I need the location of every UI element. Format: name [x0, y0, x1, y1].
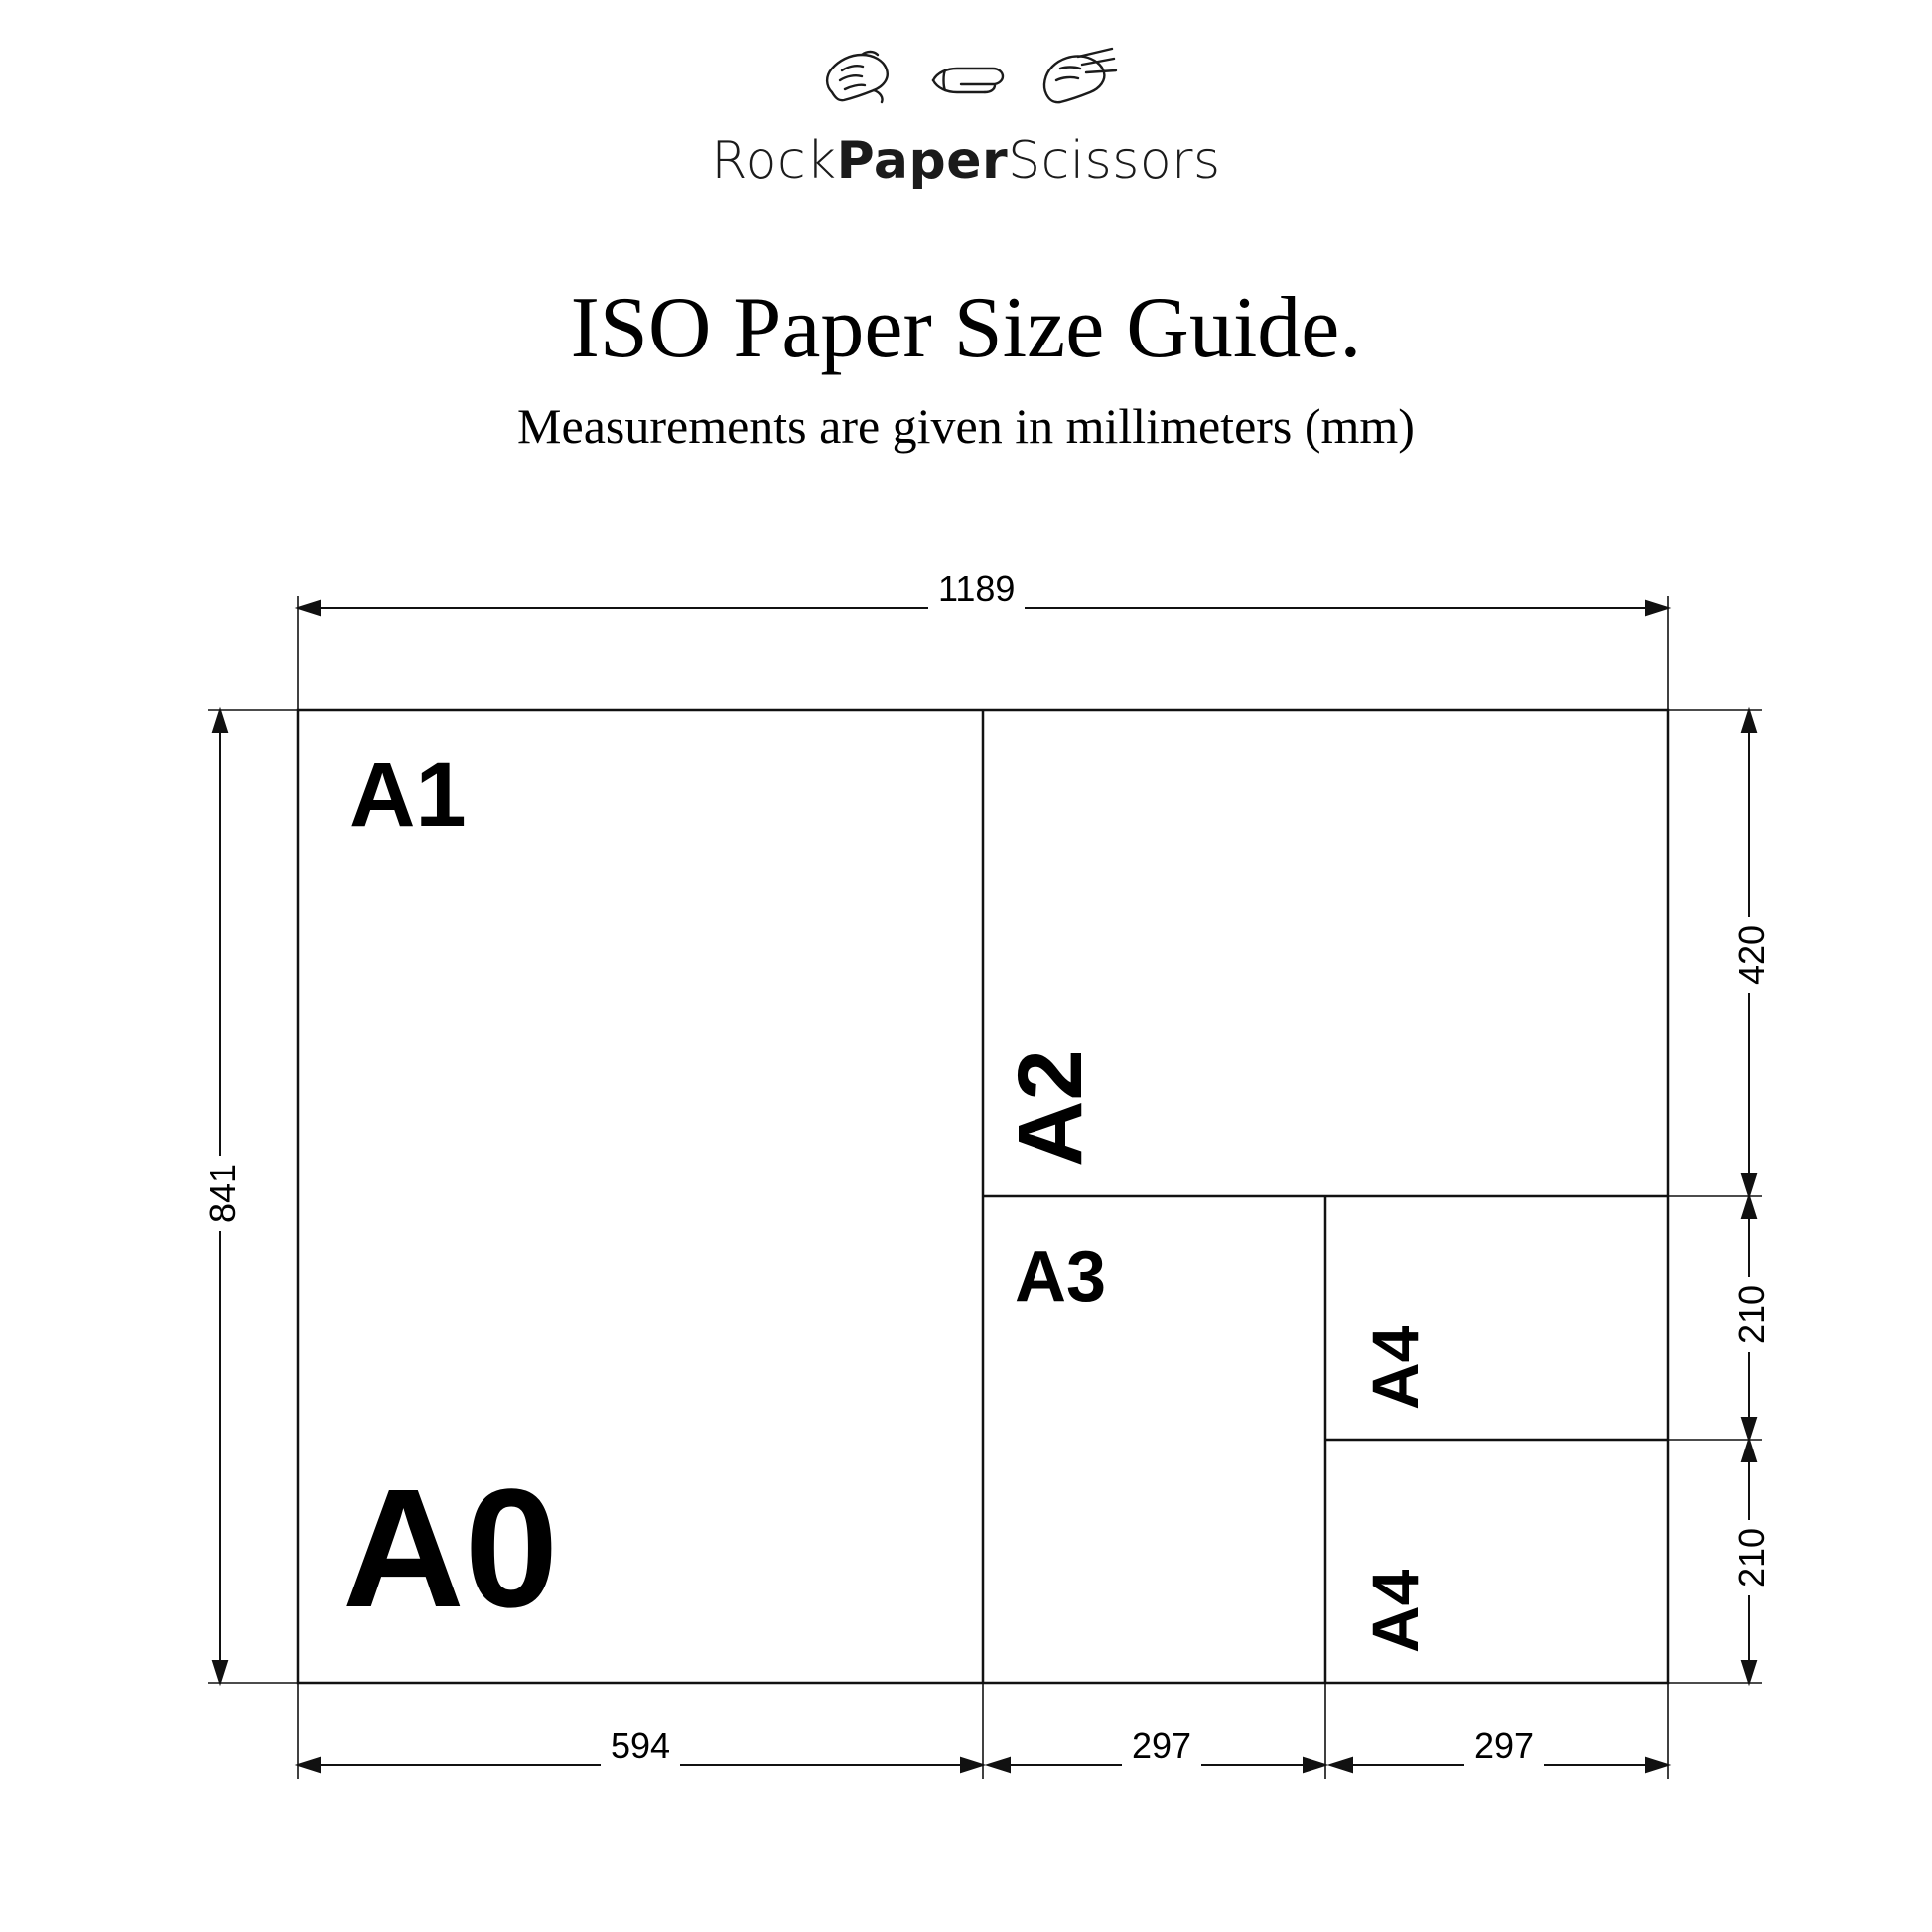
sheet-label-a0: A0 — [343, 1454, 559, 1643]
dimension-right-420: 420 — [1731, 917, 1773, 993]
dimension-bottom-297-right: 297 — [1464, 1725, 1544, 1767]
brand-name-rock: Rock — [711, 131, 837, 191]
brand-name-scissors: Scissors — [1008, 131, 1221, 191]
sheet-label-a2: A2 — [1000, 1049, 1101, 1167]
sheet-label-a1: A1 — [349, 745, 467, 846]
page-subtitle: Measurements are given in millimeters (mm) — [517, 398, 1415, 454]
dimension-left-841: 841 — [203, 1156, 244, 1231]
dimension-top-1189: 1189 — [928, 568, 1025, 610]
sheet-label-a3: A3 — [1015, 1237, 1107, 1316]
dimension-right-210-upper: 210 — [1731, 1277, 1773, 1352]
dimension-bottom-594: 594 — [601, 1725, 680, 1767]
brand-name-paper: Paper — [836, 131, 1009, 191]
sheet-label-a4-bottom: A4 — [1358, 1569, 1432, 1653]
page-title: ISO Paper Size Guide. — [570, 280, 1362, 376]
dimension-bottom-297-middle: 297 — [1122, 1725, 1201, 1767]
dimension-right-210-lower: 210 — [1731, 1520, 1773, 1595]
sheet-label-a4-top: A4 — [1358, 1325, 1432, 1410]
